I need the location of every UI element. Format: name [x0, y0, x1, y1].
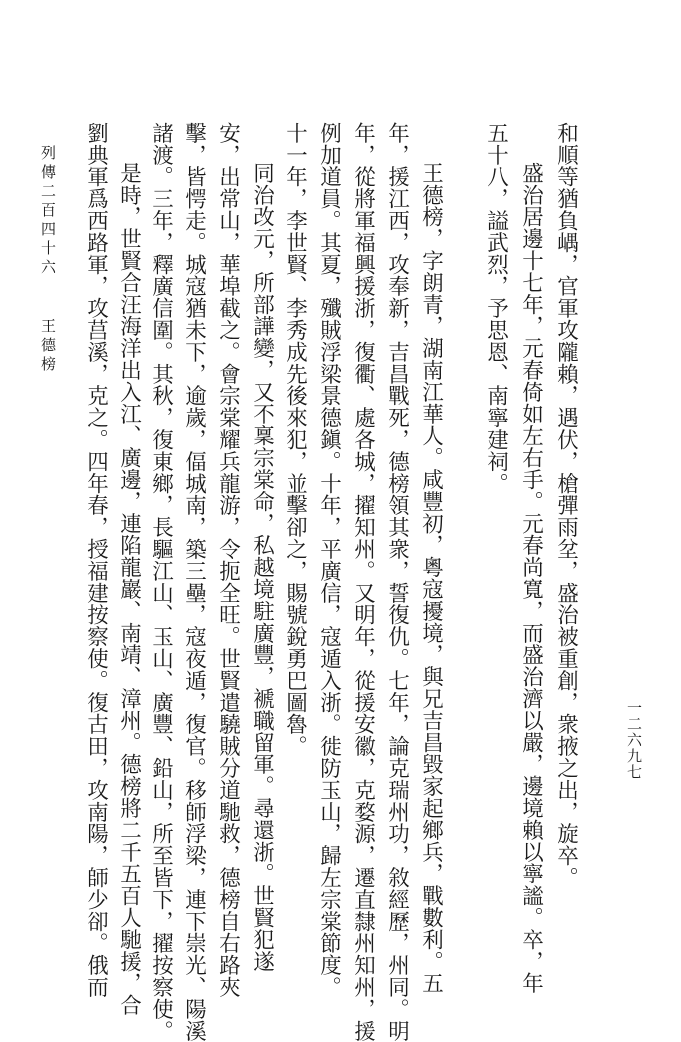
- text-column: 王德榜，字朗青，湖南江華人。咸豐初，粵寇擾境，與兄吉昌毀家起鄉兵，戰數利。五: [418, 162, 444, 995]
- text-column: 十一年，李世賢、李秀成先後來犯，並擊卻之，賜號銳勇巴圖魯。: [282, 122, 308, 758]
- text-column: 年，援江西，攻奉新，吉昌戰死，德榜領其衆，誓復仇。七年，論克瑞州功，敘經歷，州同。明: [384, 122, 410, 1042]
- text-column: 和順等猶負嵎，官軍攻隴賴，遇伏，槍彈雨坌，盛治被重創，衆掖之出，旋卒。: [553, 122, 579, 889]
- text-column: 五十八，謚武烈，予思恩、南寧建祠。: [483, 122, 509, 495]
- running-title: 列傳二百四十六: [39, 145, 57, 278]
- text-column: 是時，世賢合汪海洋出入江、廣邊，連陷龍巖、南靖、漳州。德榜將二千五百人馳援，合: [116, 162, 142, 1017]
- text-column: 例加道員。其夏，殲賊浮梁景德鎭。十年，平廣信，寇遁入浙。徙防玉山，歸左宗棠節度。: [316, 122, 342, 998]
- text-column: 擊，皆愕走。城寇猶未下，逾歲，偪城南，築三壘，寇夜遁，復官。移師浮梁，連下崇光、陽溪: [181, 122, 207, 1042]
- page-number: 一二六九七: [625, 700, 643, 780]
- text-column: 安，出常山，華埠截之。會宗棠耀兵龍游，令扼全旺。世賢遣驍賊分道馳救，德榜自右路夾: [215, 122, 241, 998]
- text-column: 盛治居邊十七年，元春倚如左右手。元春尚寬，而盛治濟以嚴，邊境賴以寧謐。卒，年: [518, 162, 544, 995]
- text-column: 諸渡。三年，釋廣信圍。其秋，復東鄉，長驅江山、玉山、廣豐、鉛山，所至皆下，擢按察使。: [148, 122, 174, 1042]
- running-name: 王德榜: [39, 318, 57, 375]
- text-column: 同治改元，所部譁變，又不稟宗棠命，私越境駐廣豐，褫職留軍。尋還浙。世賢犯遂: [249, 162, 275, 973]
- running-footer: [40, 145, 55, 375]
- text-column: 劉典軍爲西路軍，攻莒溪，克之。四年春，授福建按察使。復古田，攻南陽，師少卻。俄而: [83, 122, 109, 998]
- text-column: 年，從將軍福興援浙，復衢、處各城，擢知州。又明年，從援安徽，克婺源，遷直隸州知州，援: [350, 122, 376, 1042]
